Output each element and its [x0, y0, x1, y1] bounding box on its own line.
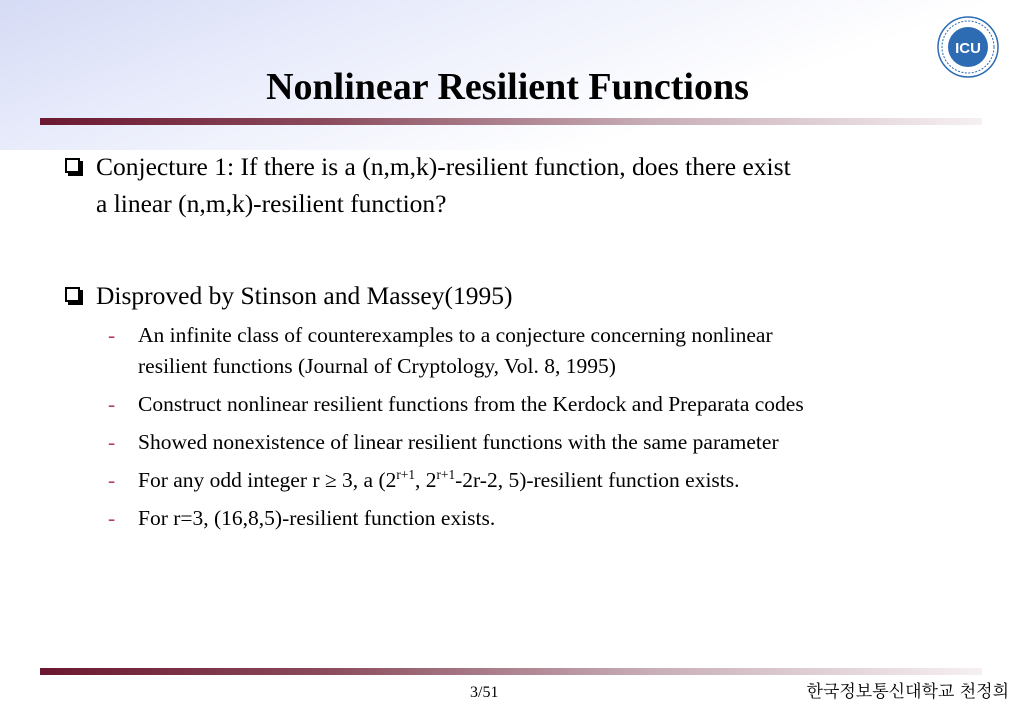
icu-logo-icon	[937, 16, 999, 78]
sub-bullet-4: For any odd integer r ≥ 3, a ($2^{r+1}$, $2^{r+1}-2r-2$, 5)-resilient function exists.	[138, 466, 740, 492]
dash-bullet-icon: -	[108, 468, 116, 492]
dash-bullet-icon: -	[108, 323, 116, 347]
sub-bullet-3: Showed nonexistence of linear resilient functions with the same parameter	[138, 430, 779, 454]
footer-divider	[40, 668, 982, 675]
title-divider	[40, 118, 982, 125]
footer-author: 한국정보통신대학교 천정희	[806, 682, 1009, 702]
dash-bullet-icon: -	[108, 430, 116, 454]
dash-bullet-icon: -	[108, 392, 116, 416]
sub-bullet-1-line-1: An infinite class of counterexamples to a conjecture concerning nonlinear	[138, 323, 773, 347]
sub-bullet-2: Construct nonlinear resilient functions from the Kerdock and Preparata codes	[138, 392, 804, 416]
bullet-1-line-1: Conjecture 1: If there is a (n,m,k)-resilient function, does there exist	[96, 152, 791, 181]
dash-bullet-icon: -	[108, 506, 116, 530]
bullet-1-line-2: a linear (n,m,k)-resilient function?	[96, 189, 447, 218]
sub-bullet-5: For r=3, (16,8,5)-resilient function exists.	[138, 506, 496, 530]
bullet-2-line-1: Disproved by Stinson and Massey(1995)	[96, 281, 513, 310]
checkbox-bullet-icon	[65, 158, 80, 173]
sub-bullet-1-line-2: resilient functions (Journal of Cryptology, Vol. 8, 1995)	[138, 354, 616, 378]
page-number: 3/51	[470, 684, 499, 701]
checkbox-bullet-icon	[65, 287, 80, 302]
logo-text: ICU	[955, 40, 981, 57]
slide-title: Nonlinear Resilient Functions	[266, 66, 749, 108]
